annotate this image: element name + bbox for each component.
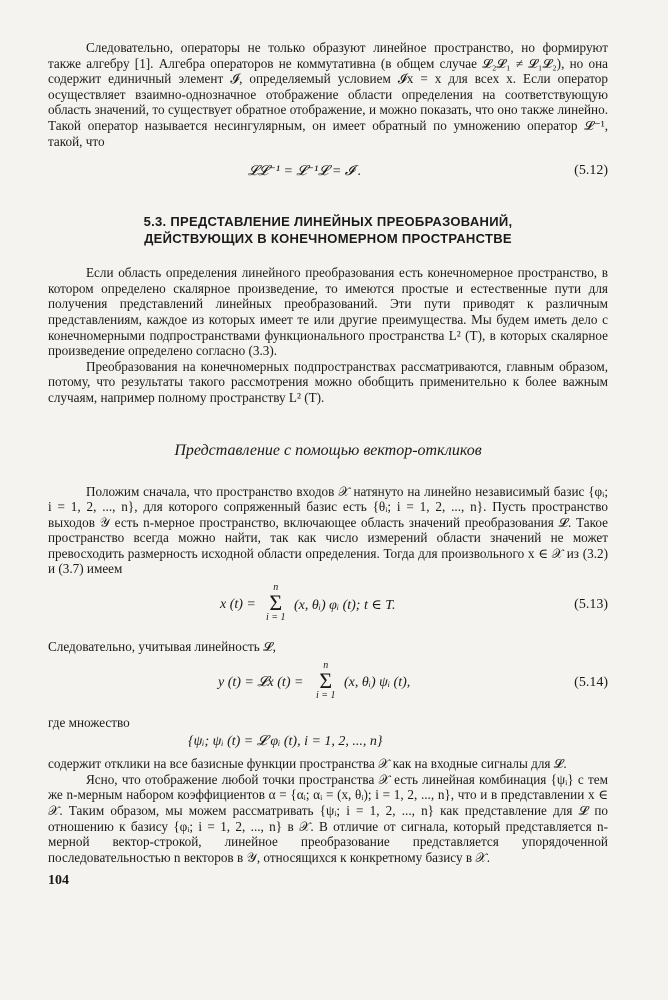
paragraph-input-space: Положим сначала, что пространство входов 𝒳 натянуто на линейно независимый базис {φᵢ; i = 1, 2, ..., n}, для которого сопряженный базис есть {θᵢ; i = 1, 2, ..., n}. Пусть пространство выходов 𝒴 есть n-мерное пространство, включающее область значений преобразования 𝓛. Такое пространство всегда можно найти, так как число измерений области значений не может превосходить размерность исходной области определения. Тогда для произвольного x ∈ 𝒳 из (3.2) и (3.7) имеем [48, 483, 608, 577]
section-title-line2: ДЕЙСТВУЮЩИХ В КОНЕЧНОМЕРНОМ ПРОСТРАНСТВЕ [144, 231, 512, 247]
equation-5-12 [48, 163, 608, 185]
equation-5-12-number: (5.12) [574, 163, 608, 179]
section-heading [48, 213, 608, 247]
sum-lower-limit: i = 1 [316, 689, 336, 701]
book-page [48, 40, 608, 889]
paragraph-responses: содержит отклики на все базисные функции пространства 𝒳 как на входные сигналы для 𝓛. [48, 756, 567, 772]
sigma-symbol: Σ [269, 590, 283, 616]
subsection-title: Представление с помощью вектор-откликов [174, 441, 482, 459]
equation-5-12-formula: 𝓛𝓛⁻¹ = 𝓛⁻¹𝓛 = 𝓘 . [248, 164, 362, 180]
equation-5-14-number: (5.14) [574, 674, 608, 690]
equation-5-13-lhs: x (t) = [220, 597, 256, 613]
section-title-line1: 5.3. ПРЕДСТАВЛЕНИЕ ЛИНЕЙНЫХ ПРЕОБРАЗОВАНИЙ, [143, 214, 513, 230]
paragraph-linearity: Следовательно, учитывая линейность 𝓛, [48, 639, 276, 655]
sum-upper-limit: n [273, 582, 279, 594]
equation-5-14-rhs: (x, θᵢ) ψᵢ (t), [344, 674, 411, 690]
equation-5-14 [48, 661, 608, 705]
sum-sign-5-14 [316, 661, 336, 701]
equation-response-set [48, 734, 608, 756]
paragraph-where-set: где множество [48, 714, 130, 730]
paragraph-subspaces: Преобразования на конечномерных подпространствах рассматриваются, главным образом, потому, что результаты такого рассмотрения можно обобщить применительно к более важным случаям, например полному пространству L² (T). [48, 358, 608, 405]
response-set-formula: {ψᵢ; ψᵢ (t) = 𝓛 φᵢ (t), i = 1, 2, ..., n} [188, 734, 383, 750]
sum-upper-limit: n [323, 659, 329, 671]
equation-5-13-number: (5.13) [574, 597, 608, 613]
paragraph-finite-dim: Если область определения линейного преобразования есть конечномерное пространство, в котором определено скалярное произведение, то имеются простые и естественные пути для получения представлений линейных преобразований. Эти пути приводят к различным представлениям, каждое из которых имеет те или другие преимущества. Мы будем иметь дело с конечномерными подпространствами функционального пространства L² (T), в которых скалярное произведение определено согласно (3.3). [48, 265, 608, 359]
equation-5-13 [48, 583, 608, 627]
equation-5-13-rhs: (x, θᵢ) φᵢ (t); t ∈ T. [294, 598, 396, 614]
sum-lower-limit: i = 1 [266, 612, 286, 624]
sum-sign-5-13 [266, 583, 286, 623]
sigma-symbol: Σ [319, 667, 333, 693]
paragraph-representation: Ясно, что отображение любой точки пространства 𝒳 есть линейная комбинация {ψᵢ} с тем же n-мерным набором коэффициентов α = {αᵢ; αᵢ = (x, θᵢ); i = 1, 2, ..., n}, что и в представлении x ∈ 𝒳. Таким образом, мы можем рассматривать {ψᵢ; i = 1, 2, ..., n} как представление для 𝓛 по отношению к базису {φᵢ; i = 1, 2, ..., n} в 𝒳. В отличие от сигнала, который представляется n-мерной вектор-строкой, линейное преобразование представляется упорядоченной последовательностью n векторов в 𝒴, относящихся к конкретному базису в 𝒳. [48, 771, 608, 865]
equation-5-14-lhs: y (t) = 𝓛x (t) = [218, 674, 304, 690]
paragraph-intro: Следовательно, операторы не только образуют линейное пространство, но формируют также алгебру [1]. Алгебра операторов не коммутативна (в общем случае 𝓛₂𝓛₁ ≠ 𝓛₁𝓛₂), но она содержит единичный элемент 𝓘, определяемый условием 𝓘x = x для всех x. Если оператор осуществляет взаимно-однозначное отображение области определения на соответствующую область значений, то существует обратное отображение, и можно показать, что оно также линейно. Такой оператор называется несингулярным, он имеет обратный по умножению оператор 𝓛⁻¹, такой, что [48, 40, 608, 149]
page-number: 104 [48, 873, 69, 889]
